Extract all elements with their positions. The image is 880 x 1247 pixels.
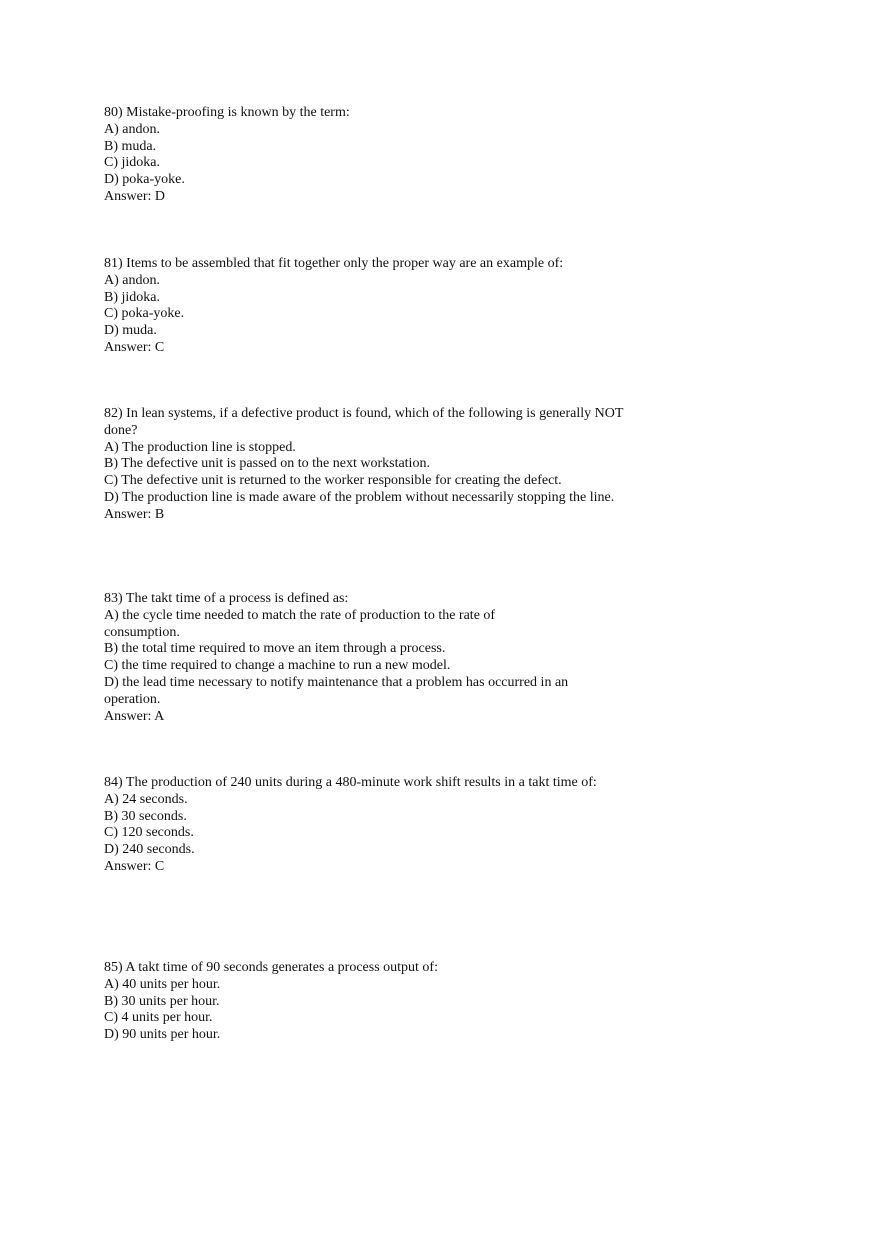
answer: Answer: C [104,339,165,355]
option-a: A) The production line is stopped. [104,439,296,455]
option-b: B) 30 units per hour. [104,993,220,1009]
option-b: B) muda. [104,138,157,154]
option-c: C) 4 units per hour. [104,1010,213,1026]
option-c: C) poka-yoke. [104,306,185,322]
question-80 [104,105,664,206]
option-d: D) poka-yoke. [104,172,185,188]
option-c: C) 120 seconds. [104,825,194,841]
question-81 [104,256,664,357]
question-83 [104,591,664,725]
question-stem: 85) A takt time of 90 seconds generates a process output of: [104,960,438,975]
option-d-line-1: D) the lead time necessary to notify maintenance that a problem has occurred in an [104,674,569,690]
option-d-line-2: operation. [104,691,161,707]
option-d: D) 240 seconds. [104,842,195,858]
option-b: B) 30 seconds. [104,808,187,824]
question-82 [104,406,664,524]
question-stem: 83) The takt time of a process is defined as: [104,591,349,606]
question-84 [104,775,664,876]
answer: Answer: C [104,858,165,874]
question-stem: 81) Items to be assembled that fit together only the proper way are an example of: [104,256,564,271]
answer: Answer: B [104,506,165,522]
answer: Answer: D [104,188,166,204]
option-d: D) The production line is made aware of the problem without necessarily stopping the line. [104,489,615,505]
option-c: C) the time required to change a machine to run a new model. [104,658,451,674]
option-b: B) jidoka. [104,289,160,305]
option-b: B) The defective unit is passed on to the next workstation. [104,456,430,472]
question-stem: 80) Mistake-proofing is known by the term: [104,105,350,120]
option-c: C) The defective unit is returned to the worker responsible for creating the defect. [104,473,562,489]
question-85 [104,960,664,1044]
option-a: A) 24 seconds. [104,791,188,807]
question-stem-line-2: done? [104,422,138,438]
option-d: D) muda. [104,323,157,339]
question-stem: 84) The production of 240 units during a 480-minute work shift results in a takt time of: [104,775,597,790]
option-b: B) the total time required to move an item through a process. [104,641,446,657]
option-a: A) andon. [104,121,160,137]
question-stem-line-1: 82) In lean systems, if a defective product is found, which of the following is generally NOT [104,406,624,421]
option-a: A) andon. [104,272,160,288]
option-a-line-1: A) the cycle time needed to match the rate of production to the rate of [104,607,496,623]
option-a-line-2: consumption. [104,624,180,640]
option-d: D) 90 units per hour. [104,1027,221,1043]
option-a: A) 40 units per hour. [104,976,221,992]
option-c: C) jidoka. [104,155,160,171]
answer: Answer: A [104,708,165,724]
